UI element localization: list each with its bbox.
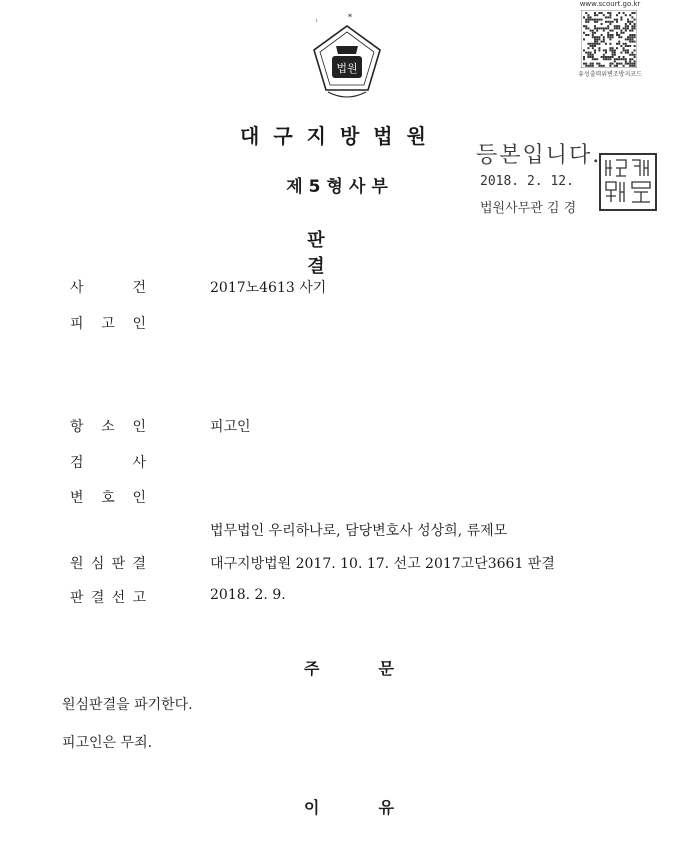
reasons-heading-char-2: 유 bbox=[378, 798, 394, 817]
svg-text:*: * bbox=[348, 13, 352, 22]
order-heading bbox=[304, 656, 394, 679]
case-field-label-char: 고 bbox=[132, 590, 146, 606]
case-field-label bbox=[70, 487, 146, 507]
certified-copy-date: 2018. 2. 12. bbox=[480, 174, 574, 189]
qr-url: www.scourt.go.kr bbox=[579, 0, 641, 8]
case-field-label-char: 건 bbox=[132, 280, 146, 296]
qr-caption: 유성출력위변조방지코드 bbox=[578, 71, 642, 78]
case-field-label-char: 결 bbox=[90, 590, 105, 606]
certified-copy-clerk: 법원사무관 김 경 bbox=[480, 201, 577, 216]
case-field-value: 피고인 bbox=[210, 419, 251, 435]
case-field-label-char: 사 bbox=[132, 455, 146, 471]
case-field-label-char: 변 bbox=[70, 490, 84, 506]
reasons-heading bbox=[304, 795, 394, 818]
case-field-label-char: 인 bbox=[132, 316, 146, 332]
case-field-label bbox=[70, 553, 146, 573]
case-field-label bbox=[70, 587, 146, 607]
case-field-label-char: 판 bbox=[70, 590, 84, 606]
court-emblem-icon bbox=[308, 12, 386, 104]
case-field-label-char: 인 bbox=[132, 490, 146, 506]
case-field-label-char: 항 bbox=[70, 419, 84, 435]
case-field-label-char: 심 bbox=[90, 556, 105, 572]
order-line-2: 피고인은 무죄. bbox=[62, 735, 153, 751]
case-field-label bbox=[70, 416, 146, 436]
case-field-value: 대구지방법원 2017. 10. 17. 선고 2017고단3661 판결 bbox=[210, 556, 555, 572]
emblem-text: 법원 bbox=[336, 62, 358, 75]
case-field-label bbox=[70, 277, 146, 297]
case-field-label-char: 검 bbox=[70, 455, 84, 471]
certified-copy-stamp: 등본입니다. bbox=[476, 143, 602, 168]
document-title: 판결 bbox=[307, 230, 383, 277]
order-heading-char-1: 주 bbox=[304, 659, 320, 678]
case-field-value: 법무법인 우리하나로, 담당변호사 성상희, 류제모 bbox=[210, 523, 508, 539]
case-field-value: 2017노4613 사기 bbox=[210, 280, 327, 296]
court-seal-icon bbox=[598, 152, 658, 212]
case-field-label bbox=[70, 452, 146, 472]
case-field-label-char: 원 bbox=[70, 556, 84, 572]
case-field-label-char: 인 bbox=[132, 419, 146, 435]
case-field-label-char: 피 bbox=[70, 316, 84, 332]
case-field-label bbox=[70, 313, 146, 333]
qr-code-icon bbox=[581, 10, 637, 68]
division-name: 제5형사부 bbox=[286, 177, 394, 197]
court-name: 대구지방법원 bbox=[240, 124, 440, 148]
order-line-1: 원심판결을 파기한다. bbox=[62, 697, 193, 713]
case-field-label-char: 사 bbox=[70, 280, 84, 296]
case-field-label-char: 결 bbox=[132, 556, 146, 572]
reasons-heading-char-1: 이 bbox=[304, 798, 320, 817]
case-field-label-char: 호 bbox=[101, 490, 115, 506]
case-field-label-char: 고 bbox=[101, 316, 115, 332]
case-field-value: 2018. 2. 9. bbox=[210, 587, 286, 603]
svg-text:ₗ: ₗ bbox=[316, 17, 318, 24]
case-field-label-char: 소 bbox=[101, 419, 115, 435]
order-heading-char-2: 문 bbox=[378, 659, 394, 678]
case-field-label-char: 선 bbox=[111, 590, 126, 606]
case-field-label-char: 판 bbox=[111, 556, 126, 572]
